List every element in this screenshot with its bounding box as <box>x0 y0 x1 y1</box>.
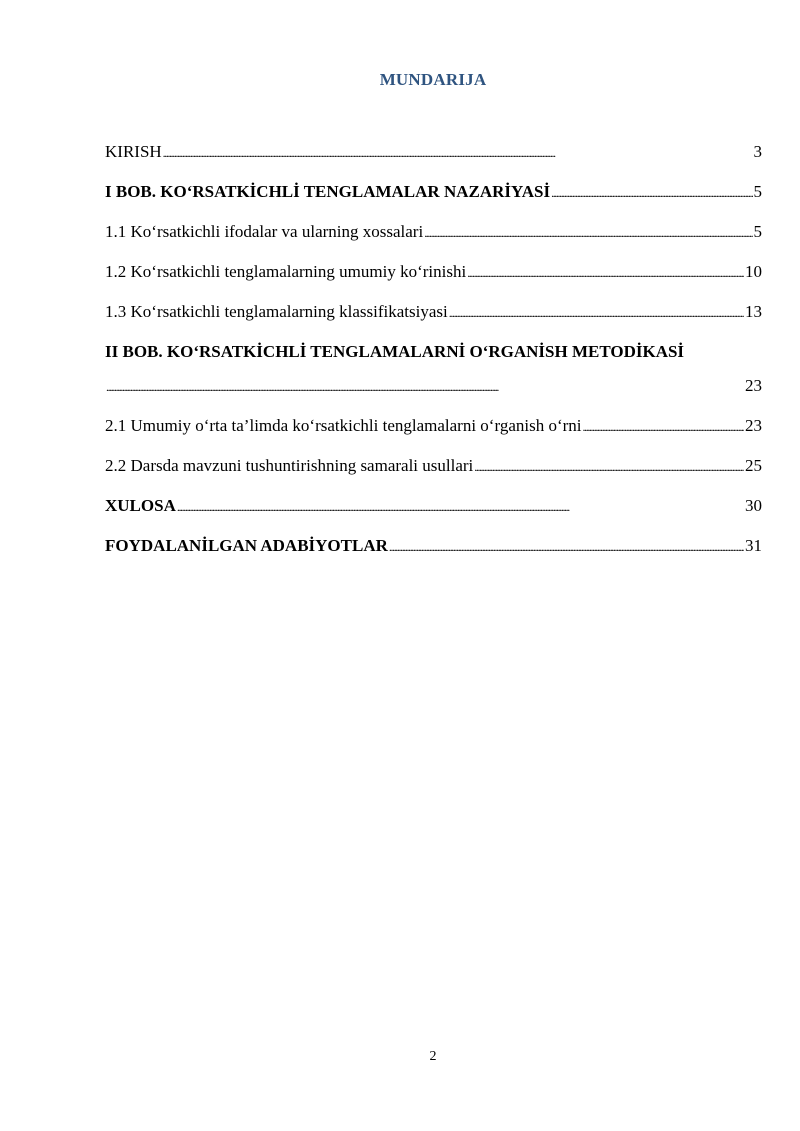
toc-entry-label: 1.1 Ko‘rsatkichli ifodalar va ularning xossalari <box>105 222 424 241</box>
toc-entry-label: XULOSA <box>105 496 176 515</box>
toc-entry-chapter-2[interactable] <box>105 341 762 398</box>
toc-entry-label: 2.2 Darsda mavzuni tushuntirishning samarali usullari <box>105 456 474 475</box>
toc-entry-page: 3 <box>753 142 762 161</box>
toc-entry-1-2[interactable] <box>105 261 762 284</box>
toc-entry-page: 31 <box>745 536 762 555</box>
toc-dot-leader <box>551 181 752 204</box>
toc-dot-leader <box>467 261 744 284</box>
toc-entry-2-1[interactable] <box>105 415 762 438</box>
toc-entry-chapter-1[interactable] <box>105 181 762 204</box>
toc-entry-label: II BOB. KO‘RSATKİCHLİ TENGLAMALARNİ O‘RGANİSH METODİKASİ <box>105 342 685 361</box>
page-title: MUNDARIJA <box>379 70 487 89</box>
toc-entry-page: 23 <box>745 376 762 395</box>
toc-entry-label: 2.1 Umumiy o‘rta ta’limda ko‘rsatkichli tenglamalarni o‘rganish o‘rni <box>105 416 582 435</box>
toc-entry-1-3[interactable] <box>105 301 762 324</box>
toc-dot-leader <box>163 141 753 164</box>
toc-dot-leader <box>449 301 744 324</box>
toc-entry-1-1[interactable] <box>105 221 762 244</box>
table-of-contents <box>105 141 762 575</box>
toc-dot-leader <box>177 495 744 518</box>
toc-entry-page: 5 <box>753 222 762 241</box>
toc-entry-kirish[interactable] <box>105 141 762 164</box>
toc-entry-label: 1.3 Ko‘rsatkichli tenglamalarning klassifikatsiyasi <box>105 302 448 321</box>
toc-dot-leader <box>389 535 744 558</box>
toc-entry-page: 10 <box>745 262 762 281</box>
toc-entry-label: 1.2 Ko‘rsatkichli tenglamalarning umumiy ko‘rinishi <box>105 262 467 281</box>
page-number: 2 <box>429 1049 437 1064</box>
toc-entry-references[interactable] <box>105 535 762 558</box>
toc-entry-label: FOYDALANİLGAN ADABİYOTLAR <box>105 536 388 555</box>
toc-entry-page: 25 <box>745 456 762 475</box>
toc-entry-label: KIRISH <box>105 142 162 161</box>
toc-dot-leader <box>583 415 744 438</box>
toc-entry-page: 23 <box>745 416 762 435</box>
toc-entry-xulosa[interactable] <box>105 495 762 518</box>
toc-entry-page: 30 <box>745 496 762 515</box>
toc-dot-leader <box>106 375 744 398</box>
toc-entry-label: I BOB. KO‘RSATKİCHLİ TENGLAMALAR NAZARİYASİ <box>105 182 551 201</box>
toc-dot-leader <box>424 221 752 244</box>
toc-entry-2-2[interactable] <box>105 455 762 478</box>
toc-dot-leader <box>474 455 744 478</box>
toc-entry-page: 5 <box>753 182 762 201</box>
toc-entry-page: 13 <box>745 302 762 321</box>
